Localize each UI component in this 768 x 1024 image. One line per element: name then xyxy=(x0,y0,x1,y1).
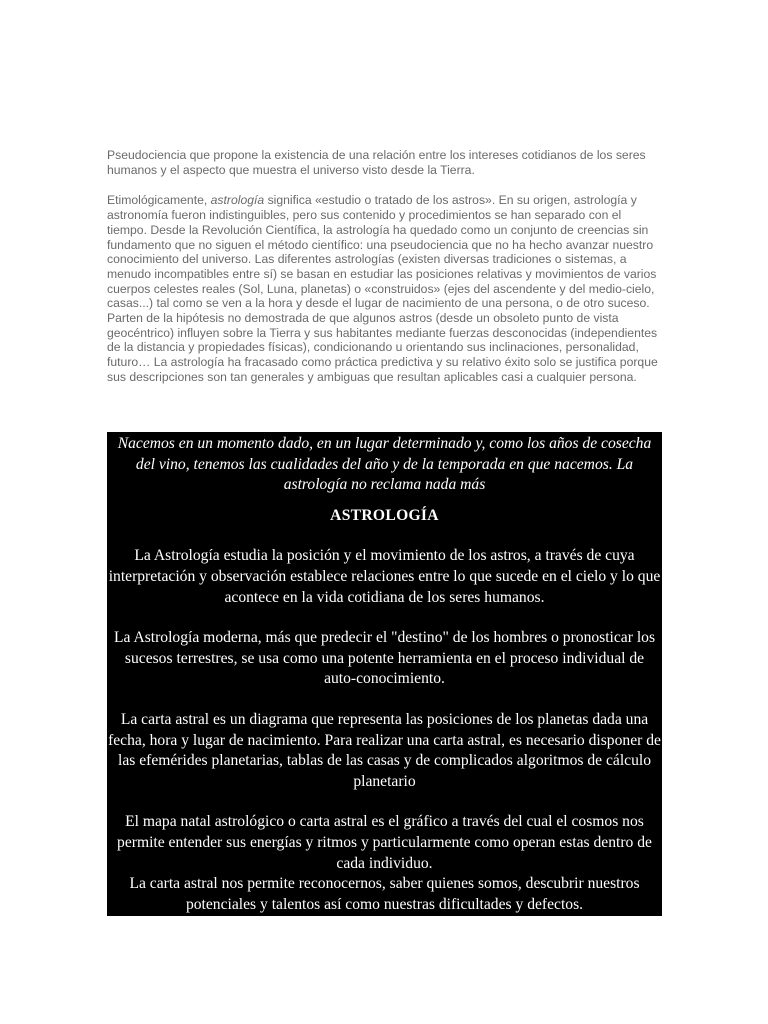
etymology-prefix: Etimológicamente, xyxy=(107,193,211,208)
etymology-body: significa «estudio o tratado de los astros». En su origen, astrología y astronomía fueron indistinguibles, pero sus contenido y procedimientos se han separado con el tiempo. Desde la Revolución Científica, la astrología ha quedado como un conjunto de creencias sin fundamento que no siguen el método científico: una pseudociencia que no ha hecho avanzar nuestro conocimiento del universo. Las diferentes astrologías (existen diversas tradiciones o sistemas, a menudo incompatibles entre sí) se basan en estudiar las posiciones relativas y movimientos de varios cuerpos celestes reales (Sol, Luna, planetas) o «construidos» (ejes del ascendente y del medio-cielo, casas...) tal como se ven a la hora y desde el lugar de nacimiento de una persona, o de otro suceso. Parten de la hipótesis no demostrada de que algunos astros (desde un obsoleto punto de vista geocéntrico) influyen sobre la Tierra y sus habitantes mediante fuerzas desconocidas (independientes de la distancia y propiedades físicas), condicionando u orientando sus inclinaciones, personalidad, futuro… La astrología ha fracasado como práctica predictiva y su relativo éxito solo se justifica porque sus descripciones son tan generales y ambiguas que resultan aplicables casi a cualquier persona. xyxy=(107,193,658,384)
box-paragraph-5: La carta astral nos permite reconocernos, saber quienes somos, descubrir nuestros potenciales y talentos así como nuestras dificultades y defectos. xyxy=(129,875,640,913)
intro-section xyxy=(107,148,662,385)
astrology-box xyxy=(107,432,662,916)
box-paragraph-4: El mapa natal astrológico o carta astral es el gráfico a través del cual el cosmos nos permite entender sus energías y ritmos y particularmente como operan estas dentro de cada individuo. xyxy=(117,813,652,872)
etymology-paragraph xyxy=(107,193,662,384)
definition-paragraph: Pseudociencia que propone la existencia de una relación entre los intereses cotidianos de los seres humanos y el aspecto que muestra el universo visto desde la Tierra. xyxy=(107,148,646,177)
box-paragraph-2: La Astrología moderna, más que predecir el "destino" de los hombres o pronosticar los sucesos terrestres, se usa como una potente herramienta en el proceso individual de auto-conocimiento. xyxy=(113,629,656,688)
box-title: ASTROLOGÍA xyxy=(330,506,439,524)
quote-text: Nacemos en un momento dado, en un lugar determinado y, como los años de cosecha del vino, tenemos las cualidades del año y de la temporada en que nacemos. La astrología no reclama nada más xyxy=(117,435,652,494)
box-paragraph-1: La Astrología estudia la posición y el movimiento de los astros, a través de cuya interpretación y observación establece relaciones entre lo que sucede en el cielo y lo que acontece en la vida cotidiana de los seres humanos. xyxy=(108,547,661,606)
etymology-term: astrología xyxy=(210,193,265,208)
box-paragraph-3: La carta astral es un diagrama que representa las posiciones de los planetas dada una fecha, hora y lugar de nacimiento. Para realizar una carta astral, es necesario disponer de las efemérides planetarias, tablas de las casas y de complicados algoritmos de cálculo planetario xyxy=(108,710,661,790)
